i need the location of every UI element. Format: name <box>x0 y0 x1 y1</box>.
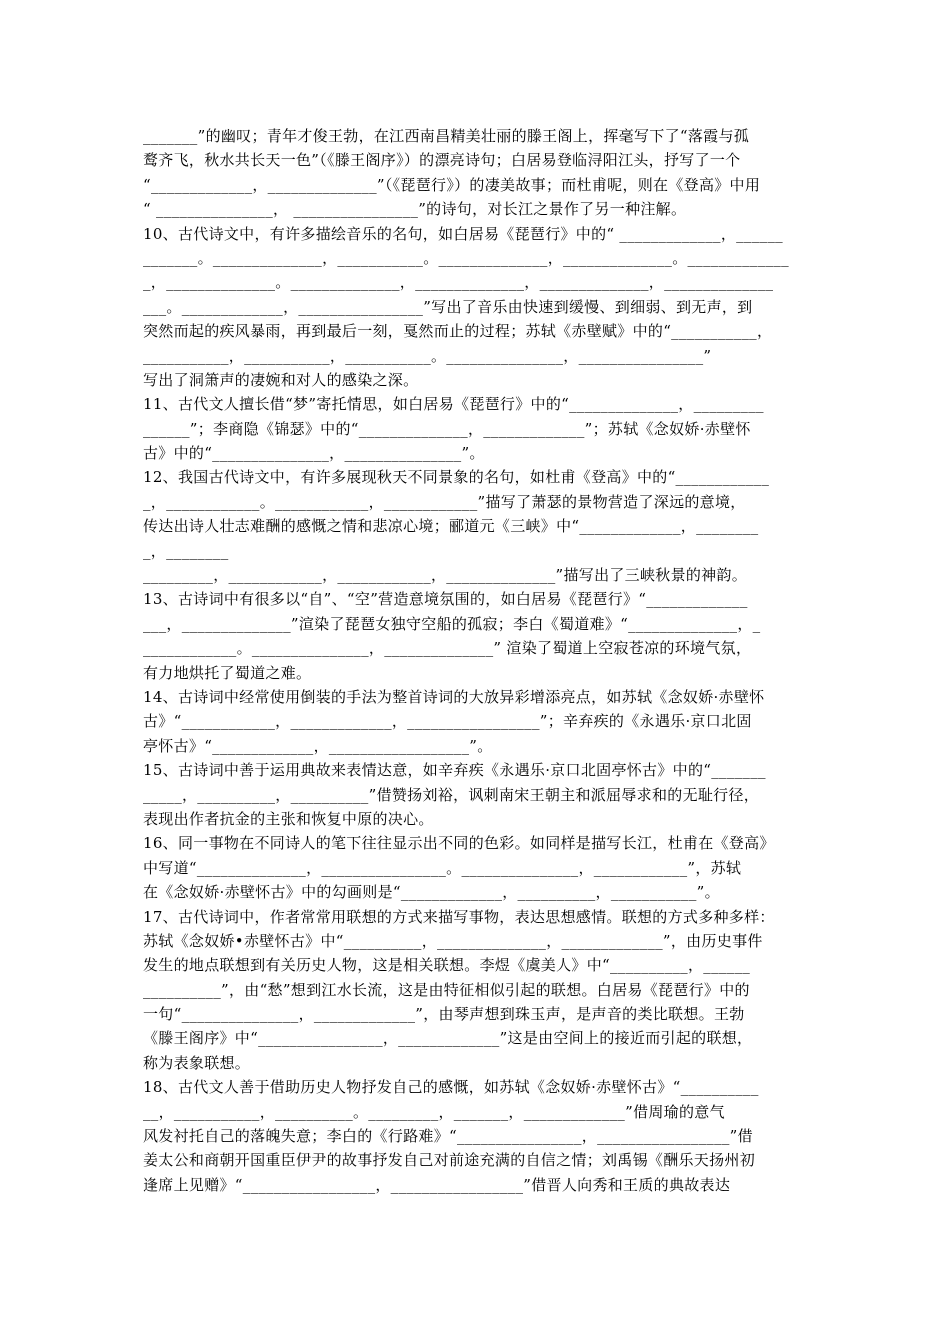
text-line: 18、古代文人善于借助历史人物抒发自己的感慨，如苏轼《念奴娇·赤壁怀古》“__________ <box>143 1078 759 1097</box>
document-page <box>143 124 807 1197</box>
text-line: 古》“____________，_____________，_________________”；辛弃疾的《永遇乐·京口北固 <box>143 712 752 731</box>
text-line: 在《念奴娇·赤壁怀古》中的勾画则是“_____________，__________，___________”。 <box>143 883 720 902</box>
text-line: 14、古诗词中经常使用倒装的手法为整首诗词的大放异彩增添亮点，如苏轼《念奴娇·赤壁怀 <box>143 687 765 706</box>
text-line: 逢席上见赠》“_________________，_________________”借晋人向秀和王质的典故表达 <box>143 1175 731 1194</box>
text-line: 16、同一事物在不同诗人的笔下往往显示出不同的色彩。如同样是描写长江，杜甫在《登高》 <box>143 834 775 853</box>
text-line: _，____________。____________，____________”描写了萧瑟的景物营造了深远的意境， <box>143 492 746 511</box>
text-line: 表现出作者抗金的主张和恢复中原的决心。 <box>143 809 434 828</box>
text-line: 传达出诗人壮志难酬的感慨之情和悲凉心境；郦道元《三峡》中“_____________，________ <box>143 517 759 536</box>
text-line: _____，__________，__________”借赞扬刘裕，讽刺南宋王朝主和派屈辱求和的无耻行径， <box>143 785 760 804</box>
text-line: 10、古代诗文中，有许多描绘音乐的名句，如白居易《琵琶行》中的“ _____________，______ <box>143 224 783 243</box>
text-line: 中写道“______________，________________。_______________，____________”，苏轼 <box>143 858 742 877</box>
text-line: 12、我国古代诗文中，有许多展现秋天不同景象的名句，如杜甫《登高》中的“____________ <box>143 468 770 487</box>
text-line: 风发衬托自己的落魄失意；李白的《行路难》“________________，_________________”借 <box>143 1127 753 1146</box>
text-line: 称为表象联想。 <box>143 1053 251 1072</box>
text-line: 鹜齐飞，秋水共长天一色”（《滕王阁序》）的漂亮诗句；白居易登临浔阳江头，抒写了一个 <box>143 151 741 170</box>
text-line: 一句“_______________，_____________”，由琴声想到珠玉声，是声音的类比联想。王勃 <box>143 1005 745 1024</box>
text-line: 古》中的“_______________，_______________”。 <box>143 444 485 463</box>
text-line: 发生的地点联想到有关历史人物，这是相关联想。李煜《虞美人》中“__________，______ <box>143 956 751 975</box>
text-line: ___，______________”渲染了琵琶女独守空船的孤寂；李白《蜀道难》“______________，_ <box>143 614 761 633</box>
text-line: 11、古代文人擅长借“梦”寄托情思，如白居易《琵琶行》中的“______________，_________ <box>143 395 764 414</box>
text-line: _______”的幽叹；青年才俊王勃，在江西南昌精美壮丽的滕王阁上，挥毫写下了“落霞与孤 <box>143 127 750 145</box>
text-line: __________”，由“愁”想到江水长流，这是由特征相似引起的联想。白居易《琵琶行》中的 <box>143 980 750 999</box>
text-line: ______”；李商隐《锦瑟》中的“______________，_____________”；苏轼《念奴娇·赤壁怀 <box>143 419 751 438</box>
text-line: 15、古诗词中善于运用典故来表情达意，如辛弃疾《永遇乐·京口北固亭怀古》中的“_______ <box>143 761 766 780</box>
text-line: _，________ <box>143 541 229 560</box>
text-line: _，______________。______________，______________，______________，______________ <box>143 273 774 292</box>
text-line: 《滕王阁序》中“________________，_____________”这是由空间上的接近而引起的联想， <box>143 1029 753 1048</box>
text-line: _________，____________，____________，______________”描写出了三峡秋景的神韵。 <box>143 566 748 585</box>
text-line: 13、古诗词中有很多以“自”、“空”营造意境氛围的，如白居易《琵琶行》“_____________ <box>143 590 748 609</box>
text-line: __，___________，__________。_________，_______，_____________”借周瑜的意气 <box>143 1102 725 1121</box>
text-line: ____________。_______________，______________” 渲染了蜀道上空寂苍凉的环境气氛， <box>143 639 752 658</box>
text-line: 亭怀古》“_____________，__________________”。 <box>143 736 493 755</box>
text-line: “_____________，______________”（《琵琶行》）的凄美故事；而杜甫呢，则在《登高》中用 <box>143 175 761 194</box>
text-line: 突然而起的疾风暴雨，再到最后一刻，戛然而止的过程；苏轼《赤壁赋》中的“___________， <box>143 322 773 341</box>
text-line: 写出了洞箫声的凄婉和对人的感染之深。 <box>143 370 419 389</box>
text-line: ___。_____________，________________”写出了音乐由快速到缓慢、到细弱、到无声，到 <box>143 297 753 316</box>
text-line: 姜太公和商朝开国重臣伊尹的故事抒发自己对前途充满的自信之情；刘禹锡《酬乐天扬州初 <box>143 1151 756 1170</box>
text-line: 有力地烘托了蜀道之难。 <box>143 663 312 682</box>
text-line: _______。______________，___________。______________，______________。_____________ <box>143 248 789 267</box>
text-line: ___________，___________，___________。_______________，________________” <box>143 346 712 365</box>
text-line: “ _______________， ________________”的诗句，对长江之景作了另一种注解。 <box>143 200 687 219</box>
text-line: 苏轼《念奴娇•赤壁怀古》中“__________，______________，_____________”，由历史事件 <box>143 931 763 950</box>
text-line: 17、古代诗词中，作者常常用联想的方式来描写事物，表达思想感情。联想的方式多种多样： <box>143 907 775 926</box>
